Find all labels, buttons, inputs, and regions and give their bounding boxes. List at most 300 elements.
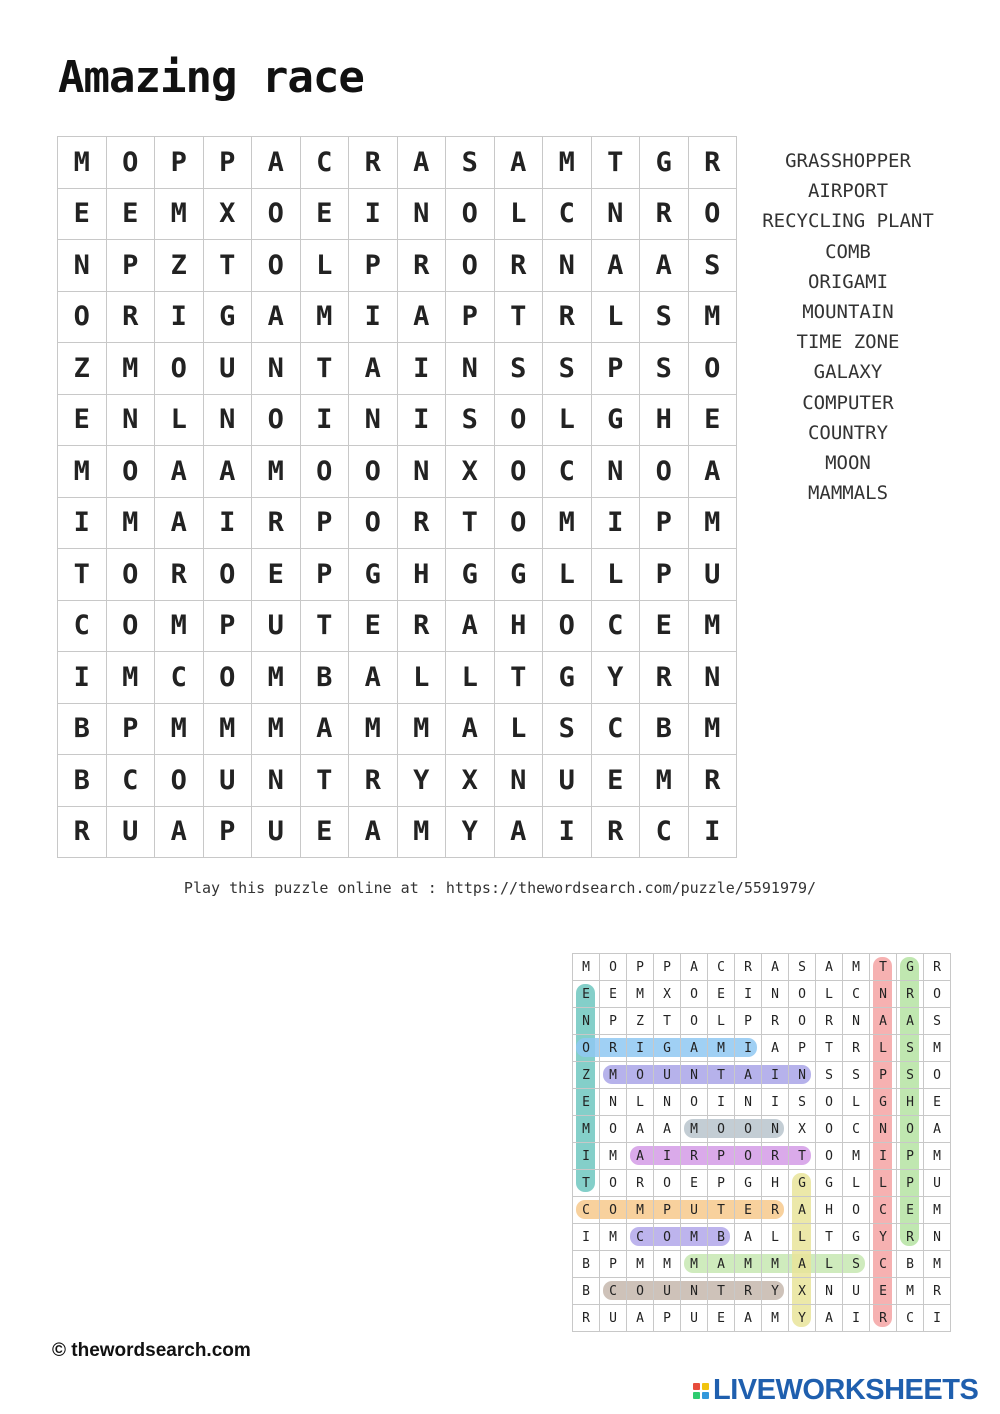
word-list-item: AIRPORT (807, 180, 889, 203)
answer-letter-cell: Y (870, 1224, 897, 1251)
answer-letter-cell: C (573, 1197, 600, 1224)
grid-letter-cell: O (58, 292, 107, 344)
grid-letter-cell: N (58, 240, 107, 292)
answer-letter-cell: P (789, 1035, 816, 1062)
answer-letter-cell: N (762, 1116, 789, 1143)
grid-letter-cell: I (155, 292, 204, 344)
grid-letter-cell: N (495, 755, 544, 807)
grid-letter-cell: E (689, 395, 738, 447)
answer-letter-cell: C (600, 1278, 627, 1305)
grid-letter-cell: M (349, 704, 398, 756)
answer-letter-cell: B (573, 1278, 600, 1305)
answer-letter-cell: X (789, 1278, 816, 1305)
answer-letter-cell: A (708, 1251, 735, 1278)
grid-letter-cell: L (495, 704, 544, 756)
grid-letter-cell: G (204, 292, 253, 344)
answer-letter-cell: N (681, 1062, 708, 1089)
answer-letter-cell: L (870, 1035, 897, 1062)
grid-letter-cell: R (640, 652, 689, 704)
answer-letter-cell: M (924, 1143, 951, 1170)
grid-letter-cell: C (58, 601, 107, 653)
answer-letter-cell: L (843, 1089, 870, 1116)
grid-letter-cell: P (107, 240, 156, 292)
answer-letter-cell: O (681, 981, 708, 1008)
online-link-text[interactable]: Play this puzzle online at : https://thewordsearch.com/puzzle/5591979/ (183, 879, 817, 897)
grid-letter-cell: H (495, 601, 544, 653)
grid-letter-cell: O (252, 395, 301, 447)
answer-letter-cell: S (843, 1251, 870, 1278)
grid-letter-cell: A (155, 807, 204, 859)
grid-letter-cell: N (398, 446, 447, 498)
answer-letter-cell: A (924, 1116, 951, 1143)
answer-letter-cell: O (816, 1089, 843, 1116)
answer-letter-cell: N (789, 1062, 816, 1089)
answer-letter-cell: A (762, 1035, 789, 1062)
answer-letter-cell: G (735, 1170, 762, 1197)
answer-letter-cell: E (924, 1089, 951, 1116)
answer-letter-cell: I (735, 981, 762, 1008)
grid-letter-cell: R (640, 189, 689, 241)
answer-letter-cell: G (816, 1170, 843, 1197)
grid-letter-cell: R (58, 807, 107, 859)
grid-letter-cell: T (446, 498, 495, 550)
answer-letter-cell: C (870, 1251, 897, 1278)
answer-letter-cell: N (600, 1089, 627, 1116)
grid-letter-cell: M (543, 498, 592, 550)
answer-letter-cell: O (843, 1197, 870, 1224)
puzzle-grid (57, 136, 737, 858)
grid-letter-cell: A (252, 292, 301, 344)
word-list-item: ORIGAMI (807, 270, 889, 293)
answer-letter-cell: T (708, 1278, 735, 1305)
grid-letter-cell: M (204, 704, 253, 756)
answer-letter-cell: A (789, 1197, 816, 1224)
word-list-item: TIME ZONE (796, 331, 900, 354)
answer-letter-cell: O (924, 1062, 951, 1089)
grid-letter-cell: S (640, 343, 689, 395)
grid-letter-cell: L (592, 292, 641, 344)
grid-letter-cell: B (301, 652, 350, 704)
grid-letter-cell: R (349, 755, 398, 807)
answer-letter-cell: A (897, 1008, 924, 1035)
answer-letter-cell: X (654, 981, 681, 1008)
grid-letter-cell: C (640, 807, 689, 859)
answer-letter-cell: A (681, 1035, 708, 1062)
grid-letter-cell: T (204, 240, 253, 292)
answer-letter-cell: E (573, 981, 600, 1008)
grid-letter-cell: R (155, 549, 204, 601)
answer-letter-cell: O (735, 1116, 762, 1143)
grid-letter-cell: H (398, 549, 447, 601)
answer-letter-cell: G (897, 954, 924, 981)
grid-letter-cell: U (204, 343, 253, 395)
grid-letter-cell: R (543, 292, 592, 344)
answer-letter-cell: L (762, 1224, 789, 1251)
grid-letter-cell: M (398, 704, 447, 756)
grid-letter-cell: L (592, 549, 641, 601)
grid-letter-cell: O (155, 343, 204, 395)
grid-letter-cell: M (252, 704, 301, 756)
answer-letter-cell: P (654, 954, 681, 981)
answer-letter-cell: P (708, 1143, 735, 1170)
answer-letter-cell: N (924, 1224, 951, 1251)
answer-letter-cell: M (897, 1278, 924, 1305)
answer-letter-cell: A (735, 1062, 762, 1089)
answer-letter-cell: O (654, 1170, 681, 1197)
answer-letter-cell: N (870, 1116, 897, 1143)
grid-letter-cell: U (204, 755, 253, 807)
answer-letter-cell: M (573, 954, 600, 981)
answer-letter-cell: B (573, 1251, 600, 1278)
grid-letter-cell: N (252, 755, 301, 807)
grid-letter-cell: E (640, 601, 689, 653)
grid-letter-cell: U (252, 807, 301, 859)
answer-letter-cell: N (735, 1089, 762, 1116)
answer-letter-cell: I (843, 1305, 870, 1332)
grid-letter-cell: P (204, 137, 253, 189)
answer-letter-cell: L (627, 1089, 654, 1116)
grid-letter-cell: S (446, 137, 495, 189)
answer-letter-cell: R (924, 1278, 951, 1305)
word-list-item: GRASSHOPPER (785, 150, 911, 172)
logo-square-icon (702, 1392, 709, 1399)
grid-letter-cell: P (446, 292, 495, 344)
answer-letter-cell: U (681, 1305, 708, 1332)
grid-letter-cell: I (689, 807, 738, 859)
grid-letter-cell: G (446, 549, 495, 601)
grid-letter-cell: A (349, 807, 398, 859)
answer-letter-cell: P (654, 1197, 681, 1224)
answer-letter-cell: M (600, 1143, 627, 1170)
logo-square-icon (693, 1392, 700, 1399)
grid-letter-cell: E (349, 601, 398, 653)
answer-letter-cell: U (924, 1170, 951, 1197)
logo-square-icon (693, 1383, 700, 1390)
answer-letter-cell: S (816, 1062, 843, 1089)
grid-letter-cell: A (446, 601, 495, 653)
answer-letter-cell: O (600, 1197, 627, 1224)
answer-letter-cell: E (681, 1170, 708, 1197)
answer-letter-cell: R (897, 981, 924, 1008)
grid-letter-cell: N (107, 395, 156, 447)
answer-letter-cell: O (681, 1089, 708, 1116)
answer-letter-cell: I (654, 1143, 681, 1170)
answer-letter-cell: S (897, 1035, 924, 1062)
grid-letter-cell: A (155, 498, 204, 550)
answer-letter-cell: M (681, 1224, 708, 1251)
answer-letter-cell: L (816, 981, 843, 1008)
grid-letter-cell: I (543, 807, 592, 859)
copyright-text: © thewordsearch.com (52, 1340, 251, 1361)
answer-letter-cell: T (870, 954, 897, 981)
grid-letter-cell: S (543, 343, 592, 395)
grid-letter-cell: B (58, 755, 107, 807)
grid-letter-cell: M (107, 652, 156, 704)
grid-letter-cell: M (689, 292, 738, 344)
grid-letter-cell: M (107, 498, 156, 550)
grid-letter-cell: R (592, 807, 641, 859)
grid-letter-cell: S (689, 240, 738, 292)
answer-letter-cell: E (897, 1197, 924, 1224)
answer-letter-cell: R (573, 1305, 600, 1332)
liveworksheets-icon (693, 1383, 709, 1399)
answer-letter-cell: R (843, 1035, 870, 1062)
grid-letter-cell: O (689, 189, 738, 241)
answer-letter-cell: N (681, 1278, 708, 1305)
word-list-item: COUNTRY (807, 421, 889, 444)
grid-letter-cell: R (495, 240, 544, 292)
grid-letter-cell: R (689, 137, 738, 189)
answer-letter-cell: P (870, 1062, 897, 1089)
grid-letter-cell: I (349, 189, 398, 241)
grid-letter-cell: G (349, 549, 398, 601)
grid-letter-cell: P (301, 549, 350, 601)
answer-letter-cell: Z (627, 1008, 654, 1035)
answer-letter-cell: T (816, 1035, 843, 1062)
grid-letter-cell: O (107, 446, 156, 498)
answer-letter-cell: O (735, 1143, 762, 1170)
grid-letter-cell: T (301, 601, 350, 653)
grid-letter-cell: T (301, 343, 350, 395)
grid-letter-cell: A (301, 704, 350, 756)
grid-letter-cell: Y (398, 755, 447, 807)
grid-letter-cell: P (155, 137, 204, 189)
answer-letter-cell: B (708, 1224, 735, 1251)
answer-letter-cell: O (816, 1143, 843, 1170)
grid-letter-cell: T (301, 755, 350, 807)
grid-letter-cell: R (398, 498, 447, 550)
answer-letter-cell: R (897, 1224, 924, 1251)
answer-letter-cell: U (654, 1278, 681, 1305)
grid-letter-cell: I (58, 498, 107, 550)
answer-letter-cell: N (870, 981, 897, 1008)
grid-letter-cell: M (398, 807, 447, 859)
grid-letter-cell: S (543, 704, 592, 756)
grid-letter-cell: A (398, 137, 447, 189)
grid-letter-cell: E (107, 189, 156, 241)
grid-letter-cell: O (301, 446, 350, 498)
grid-letter-cell: G (543, 652, 592, 704)
answer-letter-cell: A (627, 1305, 654, 1332)
grid-letter-cell: X (446, 446, 495, 498)
answer-letter-cell: R (627, 1170, 654, 1197)
answer-letter-cell: M (654, 1251, 681, 1278)
answer-letter-cell: I (762, 1062, 789, 1089)
answer-letter-cell: P (735, 1008, 762, 1035)
answer-letter-cell: B (897, 1251, 924, 1278)
answer-letter-cell: G (870, 1089, 897, 1116)
grid-letter-cell: A (640, 240, 689, 292)
grid-letter-cell: O (204, 652, 253, 704)
grid-letter-cell: N (592, 446, 641, 498)
answer-letter-cell: M (843, 1143, 870, 1170)
answer-letter-cell: M (735, 1251, 762, 1278)
grid-letter-cell: I (398, 343, 447, 395)
answer-letter-cell: P (627, 954, 654, 981)
answer-letter-cell: P (654, 1305, 681, 1332)
answer-letter-cell: O (654, 1224, 681, 1251)
answer-letter-cell: G (843, 1224, 870, 1251)
answer-letter-cell: T (573, 1170, 600, 1197)
grid-letter-cell: Y (592, 652, 641, 704)
grid-letter-cell: O (495, 446, 544, 498)
grid-letter-cell: A (495, 807, 544, 859)
grid-letter-cell: X (446, 755, 495, 807)
answer-letter-cell: A (816, 954, 843, 981)
grid-letter-cell: O (495, 498, 544, 550)
answer-letter-cell: N (654, 1089, 681, 1116)
grid-letter-cell: R (252, 498, 301, 550)
grid-letter-cell: E (301, 807, 350, 859)
answer-letter-cell: P (897, 1143, 924, 1170)
grid-letter-cell: I (349, 292, 398, 344)
answer-letter-cell: O (924, 981, 951, 1008)
answer-letter-cell: U (654, 1062, 681, 1089)
answer-letter-cell: R (735, 1278, 762, 1305)
grid-letter-cell: L (543, 395, 592, 447)
answer-letter-cell: R (870, 1305, 897, 1332)
word-list-item: MOON (825, 452, 871, 475)
grid-letter-cell: C (592, 601, 641, 653)
grid-letter-cell: C (301, 137, 350, 189)
grid-letter-cell: G (640, 137, 689, 189)
answer-letter-cell: R (816, 1008, 843, 1035)
grid-letter-cell: H (640, 395, 689, 447)
grid-letter-cell: A (689, 446, 738, 498)
answer-letter-cell: T (708, 1197, 735, 1224)
grid-letter-cell: E (301, 189, 350, 241)
grid-letter-cell: N (446, 343, 495, 395)
answer-grid (572, 953, 951, 1332)
grid-letter-cell: O (349, 446, 398, 498)
grid-letter-cell: M (543, 137, 592, 189)
answer-letter-cell: A (627, 1143, 654, 1170)
liveworksheets-logo[interactable] (693, 1374, 978, 1407)
answer-letter-cell: R (681, 1143, 708, 1170)
word-list-item: GALAXY (813, 361, 883, 384)
answer-letter-cell: L (789, 1224, 816, 1251)
answer-letter-cell: P (600, 1008, 627, 1035)
grid-letter-cell: N (204, 395, 253, 447)
grid-letter-cell: M (640, 755, 689, 807)
grid-letter-cell: R (398, 240, 447, 292)
answer-letter-cell: T (816, 1224, 843, 1251)
answer-letter-cell: R (735, 954, 762, 981)
grid-letter-cell: P (640, 498, 689, 550)
answer-letter-cell: A (762, 954, 789, 981)
answer-letter-cell: T (789, 1143, 816, 1170)
grid-letter-cell: L (543, 549, 592, 601)
answer-letter-cell: N (762, 981, 789, 1008)
grid-letter-cell: B (58, 704, 107, 756)
grid-letter-cell: M (252, 446, 301, 498)
grid-letter-cell: R (107, 292, 156, 344)
grid-letter-cell: A (398, 292, 447, 344)
grid-letter-cell: O (640, 446, 689, 498)
grid-letter-cell: O (252, 240, 301, 292)
answer-letter-cell: I (735, 1035, 762, 1062)
grid-letter-cell: E (58, 189, 107, 241)
grid-letter-cell: R (349, 137, 398, 189)
answer-letter-cell: A (681, 954, 708, 981)
answer-letter-cell: I (870, 1143, 897, 1170)
answer-letter-cell: O (627, 1278, 654, 1305)
answer-letter-cell: H (897, 1089, 924, 1116)
answer-letter-cell: G (654, 1035, 681, 1062)
answer-letter-cell: I (573, 1224, 600, 1251)
grid-letter-cell: A (349, 343, 398, 395)
answer-letter-cell: P (708, 1170, 735, 1197)
answer-letter-cell: R (762, 1008, 789, 1035)
grid-letter-cell: A (446, 704, 495, 756)
answer-letter-cell: I (627, 1035, 654, 1062)
answer-letter-cell: U (681, 1197, 708, 1224)
answer-letter-cell: C (627, 1224, 654, 1251)
answer-letter-cell: O (600, 1170, 627, 1197)
grid-letter-cell: A (204, 446, 253, 498)
answer-letter-cell: M (843, 954, 870, 981)
grid-letter-cell: L (155, 395, 204, 447)
grid-letter-cell: O (204, 549, 253, 601)
answer-letter-cell: E (735, 1197, 762, 1224)
answer-letter-cell: X (789, 1116, 816, 1143)
grid-letter-cell: N (689, 652, 738, 704)
word-list-item: RECYCLING PLANT (762, 210, 934, 233)
grid-letter-cell: O (446, 240, 495, 292)
answer-letter-cell: M (627, 1197, 654, 1224)
answer-letter-cell: M (924, 1251, 951, 1278)
answer-letter-cell: E (870, 1278, 897, 1305)
grid-letter-cell: Z (58, 343, 107, 395)
grid-letter-cell: O (252, 189, 301, 241)
answer-letter-cell: A (654, 1116, 681, 1143)
answer-letter-cell: E (573, 1089, 600, 1116)
answer-letter-cell: M (627, 981, 654, 1008)
answer-letter-cell: O (627, 1062, 654, 1089)
answer-letter-cell: A (735, 1305, 762, 1332)
answer-letter-cell: N (573, 1008, 600, 1035)
answer-letter-cell: E (600, 981, 627, 1008)
grid-letter-cell: T (58, 549, 107, 601)
grid-letter-cell: O (107, 601, 156, 653)
grid-letter-cell: S (495, 343, 544, 395)
answer-letter-cell: N (843, 1008, 870, 1035)
grid-letter-cell: P (204, 807, 253, 859)
grid-letter-cell: I (58, 652, 107, 704)
grid-letter-cell: G (592, 395, 641, 447)
grid-letter-cell: C (543, 446, 592, 498)
answer-letter-cell: Y (762, 1278, 789, 1305)
answer-letter-cell: A (735, 1224, 762, 1251)
grid-letter-cell: T (495, 292, 544, 344)
answer-letter-cell: S (924, 1008, 951, 1035)
grid-letter-cell: E (58, 395, 107, 447)
grid-letter-cell: O (446, 189, 495, 241)
answer-letter-cell: G (789, 1170, 816, 1197)
answer-letter-cell: O (681, 1008, 708, 1035)
grid-letter-cell: A (592, 240, 641, 292)
answer-letter-cell: H (762, 1170, 789, 1197)
grid-letter-cell: M (58, 446, 107, 498)
answer-letter-cell: I (573, 1143, 600, 1170)
grid-letter-cell: E (252, 549, 301, 601)
answer-letter-cell: Z (573, 1062, 600, 1089)
answer-letter-cell: R (600, 1035, 627, 1062)
grid-letter-cell: E (592, 755, 641, 807)
answer-letter-cell: L (708, 1008, 735, 1035)
grid-letter-cell: I (301, 395, 350, 447)
grid-letter-cell: O (543, 601, 592, 653)
